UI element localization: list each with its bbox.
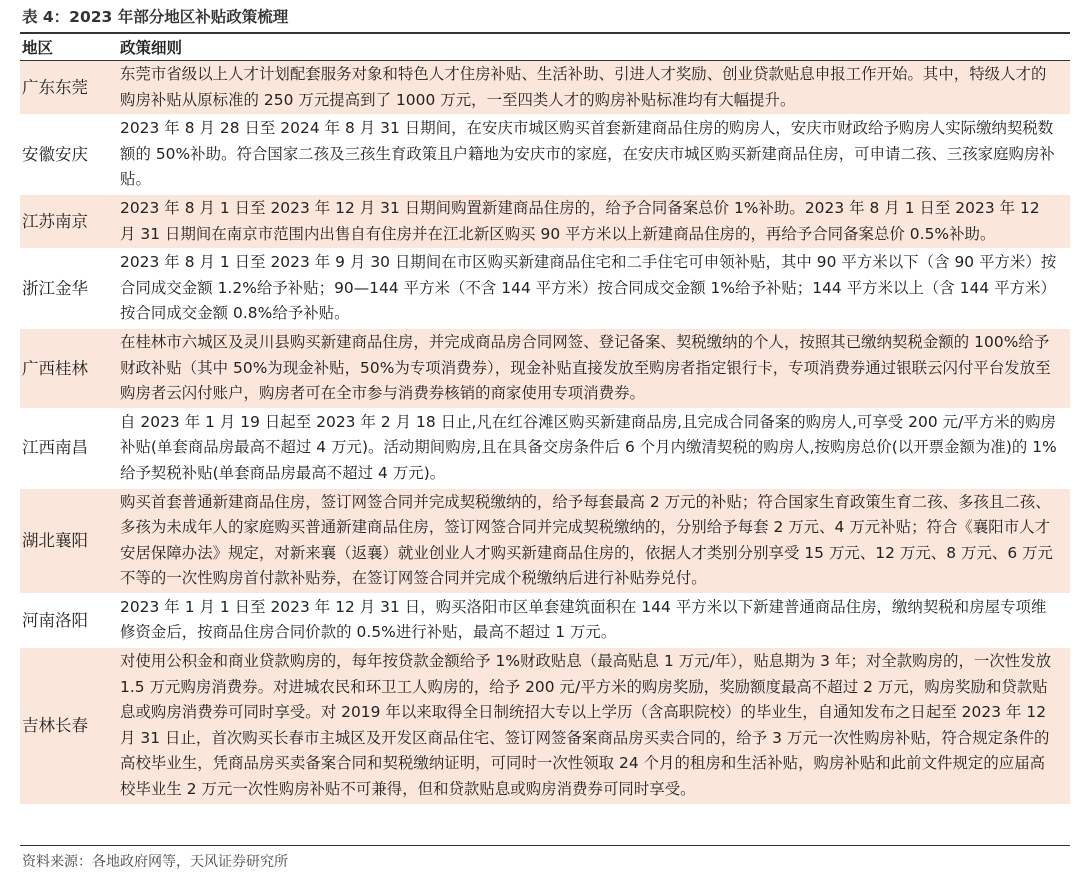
region-cell: 河南洛阳: [20, 593, 120, 647]
region-cell: 湖北襄阳: [20, 488, 120, 593]
policy-table: [20, 34, 1070, 805]
detail-cell: 2023 年 8 月 1 日至 2023 年 12 月 31 日期间购置新建商品住房的，给予合同备案总价 1%补助。2023 年 8 月 1 日至 2023 年 12 月 31 日期间在南京市范围内出售自有住房并在江北新区购买 90 平方米以上新建商品住房的，再给予合同备案总价 0.5%补助。: [120, 194, 1070, 248]
region-cell: 吉林长春: [20, 648, 120, 805]
table-row: [20, 593, 1070, 647]
detail-cell: 东莞市省级以上人才计划配套服务对象和特色人才住房补贴、生活补助、引进人才奖励、创业贷款贴息申报工作开始。其中，特级人才的购房补贴从原标准的 250 万元提高到了 1000 万元，一至四类人才的购房补贴标准均有大幅提升。: [120, 61, 1070, 115]
detail-cell: 自 2023 年 1 月 19 日起至 2023 年 2 月 18 日止,凡在红谷滩区购买新建商品房,且完成合同备案的购房人,可享受 200 元/平方米的购房补贴(单套商品房最高不超过 4 万元)。活动期间购房,且在具备交房条件后 6 个月内缴清契税的购房人,按购房总价(以开票金额为准)的 1%给予契税补贴(单套商品房最高不超过 4 万元)。: [120, 408, 1070, 488]
table-row: [20, 194, 1070, 248]
bottom-rule: [20, 845, 1070, 846]
detail-cell: 购买首套普通新建商品住房，签订网签合同并完成契税缴纳的，给予每套最高 2 万元的补贴；符合国家生育政策生育二孩、多孩且二孩、多孩为未成年人的家庭购买普通新建商品住房，签订网签合同并完成契税缴纳的，分别给予每套 2 万元、4 万元补贴；符合《襄阳市人才安居保障办法》规定，对新来襄（返襄）就业创业人才购买新建商品住房的，依据人才类别分别享受 15 万元、12 万元、8 万元、6 万元不等的一次性购房首付款补贴券，在签订网签合同并完成个税缴纳后进行补贴券兑付。: [120, 488, 1070, 593]
table-header-row: [20, 34, 1070, 61]
table-row: [20, 249, 1070, 329]
detail-cell: 对使用公积金和商业贷款购房的，每年按贷款金额给予 1%财政贴息（最高贴息 1 万元/年），贴息期为 3 年；对全款购房的，一次性发放 1.5 万元购房消费券。对进城农民和环卫工人购房的，给予 200 元/平方米的购房奖励，奖励额度最高不超过 2 万元，购房奖励和贷款贴息或购房消费券可同时享受。对 2019 年以来取得全日制统招大专以上学历（含高职院校）的毕业生，自通知发布之日起至 2023 年 12 月 31 日止，首次购买长春市主城区及开发区商品住宅、签订网签备案商品房买卖合同的，给予 3 万元一次性购房补贴，符合规定条件的高校毕业生，凭商品房买卖备案合同和契税缴纳证明，可同时一次性领取 24 个月的租房和生活补贴，购房补贴和此前文件规定的应届高校毕业生 2 万元一次性购房补贴不可兼得，但和贷款贴息或购房消费券可同时享受。: [120, 648, 1070, 805]
table-row: [20, 115, 1070, 195]
region-cell: 安徽安庆: [20, 115, 120, 195]
table-row: [20, 648, 1070, 805]
detail-cell: 2023 年 1 月 1 日至 2023 年 12 月 31 日，购买洛阳市区单套建筑面积在 144 平方米以下新建普通商品住房，缴纳契税和房屋专项维修资金后，按商品住房合同价款的 0.5%进行补贴，最高不超过 1 万元。: [120, 593, 1070, 647]
source-note: 资料来源：各地政府网等，天风证券研究所: [22, 854, 288, 870]
region-cell: 广西桂林: [20, 328, 120, 408]
region-cell: 江西南昌: [20, 408, 120, 488]
table-row: [20, 408, 1070, 488]
region-cell: 浙江金华: [20, 249, 120, 329]
table-row: [20, 61, 1070, 115]
detail-cell: 在桂林市六城区及灵川县购买新建商品住房，并完成商品房合同网签、登记备案、契税缴纳的个人，按照其已缴纳契税金额的 100%给予财政补贴（其中 50%为现金补贴，50%为专项消费券），现金补贴直接发放至购房者指定银行卡，专项消费券通过银联云闪付平台发放至购房者云闪付账户，购房者可在全市参与消费券核销的商家使用专项消费券。: [120, 328, 1070, 408]
table-row: [20, 328, 1070, 408]
region-cell: 江苏南京: [20, 194, 120, 248]
table-row: [20, 488, 1070, 593]
region-cell: 广东东莞: [20, 61, 120, 115]
table-title: 表 4：2023 年部分地区补贴政策梳理: [22, 8, 289, 26]
detail-cell: 2023 年 8 月 1 日至 2023 年 9 月 30 日期间在市区购买新建商品住宅和二手住宅可申领补贴，其中 90 平方米以下（含 90 平方米）按合同成交金额 1.2%给予补贴；90—144 平方米（不含 144 平方米）按合同成交金额 1%给予补贴；144 平方米以上（含 144 平方米）按合同成交金额 0.8%给予补贴。: [120, 249, 1070, 329]
detail-cell: 2023 年 8 月 28 日至 2024 年 8 月 31 日期间，在安庆市城区购买首套新建商品住房的购房人，安庆市财政给予购房人实际缴纳契税数额的 50%补助。符合国家二孩及三孩生育政策且户籍地为安庆市的家庭，在安庆市城区购买新建商品住房，可申请二孩、三孩家庭购房补贴。: [120, 115, 1070, 195]
column-header-region: 地区: [20, 34, 120, 61]
column-header-detail: 政策细则: [120, 34, 1070, 61]
